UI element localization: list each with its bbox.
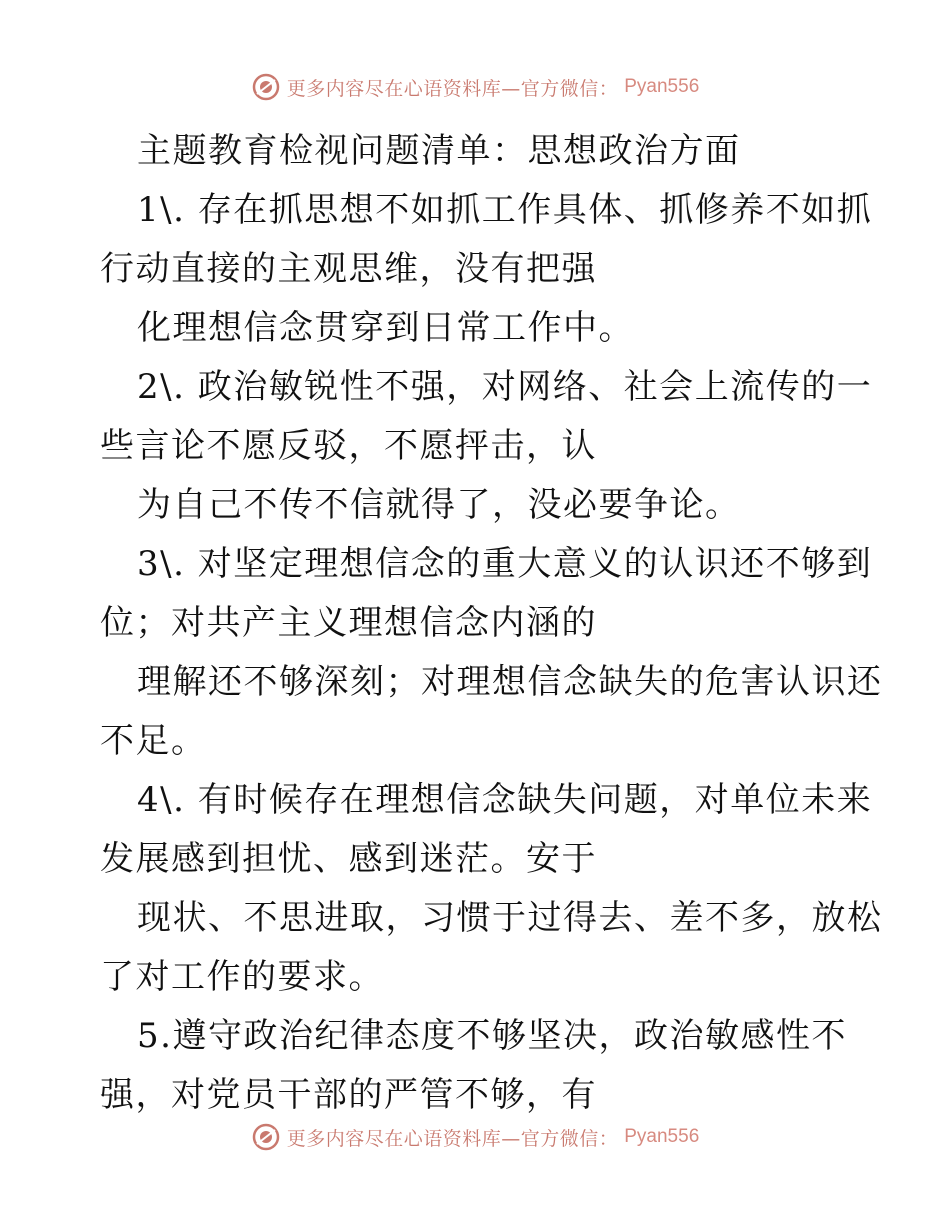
text-line: 4\. 有时候存在理想信念缺失问题，对单位未来 [137,780,873,820]
text-line: 行动直接的主观思维，没有把强 [100,249,597,289]
document-body [100,122,883,1125]
text-line: 为自己不传不信就得了，没必要争论。 [137,485,741,525]
watermark-logo-icon [251,72,281,102]
text-line: 些言论不愿反驳，不愿抨击，认 [100,426,597,466]
watermark-text: 更多内容尽在心语资料库—官方微信： [286,77,619,100]
text-line: 3\. 对坚定理想信念的重大意义的认识还不够到 [137,544,873,584]
watermark-account: Pyan556 [624,76,700,97]
text-line: 化理想信念贯穿到日常工作中。 [137,308,634,348]
text-line: 发展感到担忧、感到迷茫。安于 [100,839,597,879]
footer-watermark [0,1122,950,1152]
text-line: 理解还不够深刻；对理想信念缺失的危害认识还 [137,662,883,702]
document-title: 主题教育检视问题清单：思想政治方面 [137,131,741,171]
watermark-text: 更多内容尽在心语资料库—官方微信： [286,1127,619,1150]
text-line: 2\. 政治敏锐性不强，对网络、社会上流传的一 [137,367,873,407]
text-line: 位；对共产主义理想信念内涵的 [100,603,597,643]
text-line: 不足。 [100,721,207,761]
text-line: 了对工作的要求。 [100,957,384,997]
text-line: 现状、不思进取，习惯于过得去、差不多，放松 [137,898,883,938]
text-line: 强，对党员干部的严管不够，有 [100,1075,597,1115]
text-line: 1\. 存在抓思想不如抓工作具体、抓修养不如抓 [137,190,873,230]
watermark-account: Pyan556 [624,1126,700,1147]
header-watermark [0,72,950,102]
watermark-logo-icon [251,1122,281,1152]
text-line: 5.遵守政治纪律态度不够坚决，政治敏感性不 [137,1016,847,1056]
